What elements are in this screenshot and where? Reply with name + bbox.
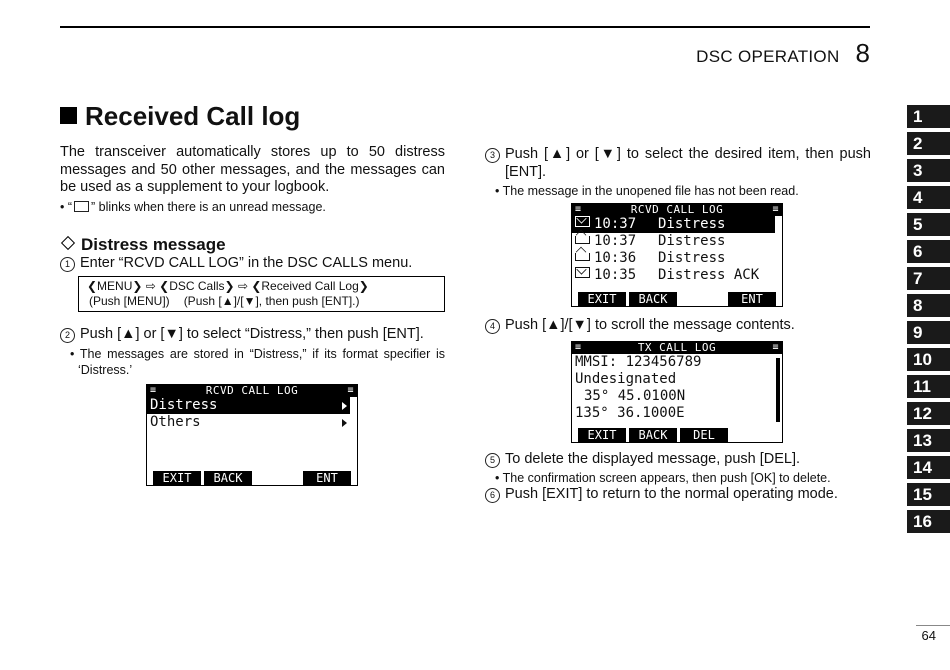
softkey-back[interactable]: BACK (629, 428, 677, 442)
envelope-closed-icon (575, 267, 590, 278)
lcd-title-bar (572, 204, 782, 216)
chapter-tab[interactable]: 15 (907, 483, 950, 506)
lcd-softkeys (572, 428, 782, 442)
lcd-item-distress[interactable] (147, 397, 350, 414)
step-text: Push [EXIT] to return to the normal operating mode. (505, 486, 838, 502)
intro-bullet (60, 199, 445, 215)
chapter-tab[interactable]: 7 (907, 267, 950, 290)
step-6 (485, 486, 871, 504)
chapter-tab[interactable]: 6 (907, 240, 950, 263)
menu-hints (87, 294, 436, 309)
step-2 (60, 326, 445, 344)
section-name: DSC OPERATION (696, 47, 840, 66)
chapter-tab[interactable]: 5 (907, 213, 950, 236)
chapter-tab[interactable]: 11 (907, 375, 950, 398)
intro-bullet-pre: • “ (60, 199, 73, 214)
lcd-row[interactable] (572, 250, 782, 267)
lcd-menu-icon: ≡ (347, 384, 354, 396)
lcd-title-bar (572, 342, 782, 354)
page-title-text: Received Call log (85, 101, 301, 131)
softkey-back[interactable]: BACK (629, 292, 677, 306)
envelope-closed-icon (575, 216, 590, 227)
lcd-title: TX CALL LOG (637, 340, 717, 354)
top-rule (60, 26, 870, 28)
softkey-exit[interactable]: EXIT (578, 292, 626, 306)
lcd-softkeys (147, 471, 357, 485)
intro-paragraph: The transceiver automatically stores up to 50 distress messages and 50 other messages, and the messages can be used as a supplement to your logbook. (60, 144, 445, 195)
diamond-icon (61, 235, 75, 249)
step-text: Enter “RCVD CALL LOG” in the DSC CALLS menu. (80, 254, 413, 271)
chapter-tab[interactable]: 2 (907, 132, 950, 155)
chapter-tabs (907, 105, 950, 537)
chapter-tab[interactable]: 9 (907, 321, 950, 344)
lcd-title: RCVD CALL LOG (630, 203, 724, 216)
subsection-title (60, 235, 445, 255)
chapter-tab[interactable]: 12 (907, 402, 950, 425)
chapter-number: 8 (855, 38, 870, 68)
lcd-item-label: Distress (150, 396, 218, 413)
menu-path-box (78, 276, 445, 312)
intro-bullet-post: ” blinks when there is an unread message. (91, 199, 326, 214)
step-number: 6 (485, 488, 500, 503)
lcd-title: RCVD CALL LOG (205, 383, 299, 397)
step-text: Push [▲]/[▼] to scroll the message contents. (505, 317, 795, 333)
lcd-title-bar (147, 385, 357, 397)
lcd-row-time: 10:36 (594, 250, 637, 266)
menu-hint-1: (Push [MENU]) (89, 294, 170, 308)
step-number: 4 (485, 319, 500, 334)
lcd-menu-icon: ≡ (772, 341, 779, 353)
lcd-menu-icon: ≡ (150, 384, 157, 396)
step-3 (485, 146, 871, 181)
lcd-row-time: 10:37 (594, 216, 637, 232)
step-2-bullet: • The messages are stored in “Distress,” if its format specifier is ‘Distress.’ (70, 346, 445, 377)
envelope-open-icon (575, 253, 590, 261)
lcd-row[interactable] (572, 233, 782, 250)
lcd-screen-rcvd-list (571, 203, 783, 307)
step-number: 3 (485, 148, 500, 163)
lcd-line: Undesignated (575, 370, 677, 387)
chapter-tab[interactable]: 4 (907, 186, 950, 209)
step-3-bullet: • The message in the unopened file has not been read. (495, 184, 799, 198)
lcd-row[interactable] (572, 216, 775, 233)
chapter-tab[interactable]: 13 (907, 429, 950, 452)
lcd-menu-icon: ≡ (575, 341, 582, 353)
lcd-softkeys (572, 292, 782, 306)
page-title (60, 101, 300, 132)
step-number: 2 (60, 328, 75, 343)
step-5 (485, 451, 871, 469)
lcd-menu-icon: ≡ (772, 204, 779, 215)
chapter-tab[interactable]: 8 (907, 294, 950, 317)
lcd-row[interactable] (572, 267, 782, 284)
arrow-right-icon (342, 419, 347, 427)
chapter-tab[interactable]: 10 (907, 348, 950, 371)
lcd-menu-icon: ≡ (575, 204, 582, 215)
step-number: 5 (485, 453, 500, 468)
menu-hint-2: (Push [▲]/[▼], then push [ENT].) (183, 294, 360, 308)
softkey-ent[interactable]: ENT (728, 292, 776, 306)
envelope-open-icon (575, 236, 590, 244)
lcd-row-label: Distress (658, 250, 726, 266)
step-text: To delete the displayed message, push [DEL]. (505, 450, 801, 467)
lcd-screen-rcvd-call-log (146, 384, 358, 486)
chapter-tab[interactable]: 16 (907, 510, 950, 533)
left-column (60, 144, 445, 486)
lcd-row-label: Distress (658, 233, 726, 249)
subsection-title-text: Distress message (81, 234, 226, 254)
menu-path: ❮MENU❯ ⇨ ❮DSC Calls❯ ⇨ ❮Received Call Log❯ (87, 279, 369, 293)
chapter-tab[interactable]: 3 (907, 159, 950, 182)
lcd-item-label: Others (150, 413, 201, 430)
step-text: Push [▲] or [▼] to select “Distress,” then push [ENT]. (80, 326, 424, 342)
lcd-row-label: Distress (658, 216, 726, 232)
step-text: Push [▲] or [▼] to select the desired item, then push [ENT]. (505, 146, 871, 180)
section-header (696, 38, 870, 69)
step-number: 1 (60, 257, 75, 272)
lcd-row-time: 10:37 (594, 233, 637, 249)
lcd-row-time: 10:35 (594, 267, 637, 283)
lcd-line: 135° 36.1000E (575, 404, 685, 421)
step-5-bullet: • The confirmation screen appears, then push [OK] to delete. (495, 471, 831, 485)
lcd-screen-tx-call-log (571, 341, 783, 443)
step-1 (60, 255, 445, 273)
lcd-line: 35° 45.0100N (584, 387, 686, 404)
lcd-line: MMSI: 123456789 (575, 353, 702, 370)
lcd-row-label: Distress ACK (658, 267, 760, 283)
softkey-del[interactable]: DEL (680, 428, 728, 442)
softkey-back[interactable]: BACK (204, 471, 252, 485)
page-number: 64 (921, 628, 936, 643)
softkey-ent[interactable]: ENT (303, 471, 351, 485)
square-bullet-icon (60, 107, 77, 124)
page-number-rule (916, 625, 950, 626)
chapter-tab[interactable]: 14 (907, 456, 950, 479)
envelope-icon (74, 201, 89, 212)
chapter-tab[interactable]: 1 (907, 105, 950, 128)
scrollbar[interactable] (776, 358, 780, 422)
lcd-item-others[interactable] (147, 414, 350, 431)
step-4 (485, 317, 871, 335)
arrow-right-icon (342, 402, 347, 410)
softkey-exit[interactable]: EXIT (153, 471, 201, 485)
softkey-exit[interactable]: EXIT (578, 428, 626, 442)
right-column (485, 146, 871, 504)
